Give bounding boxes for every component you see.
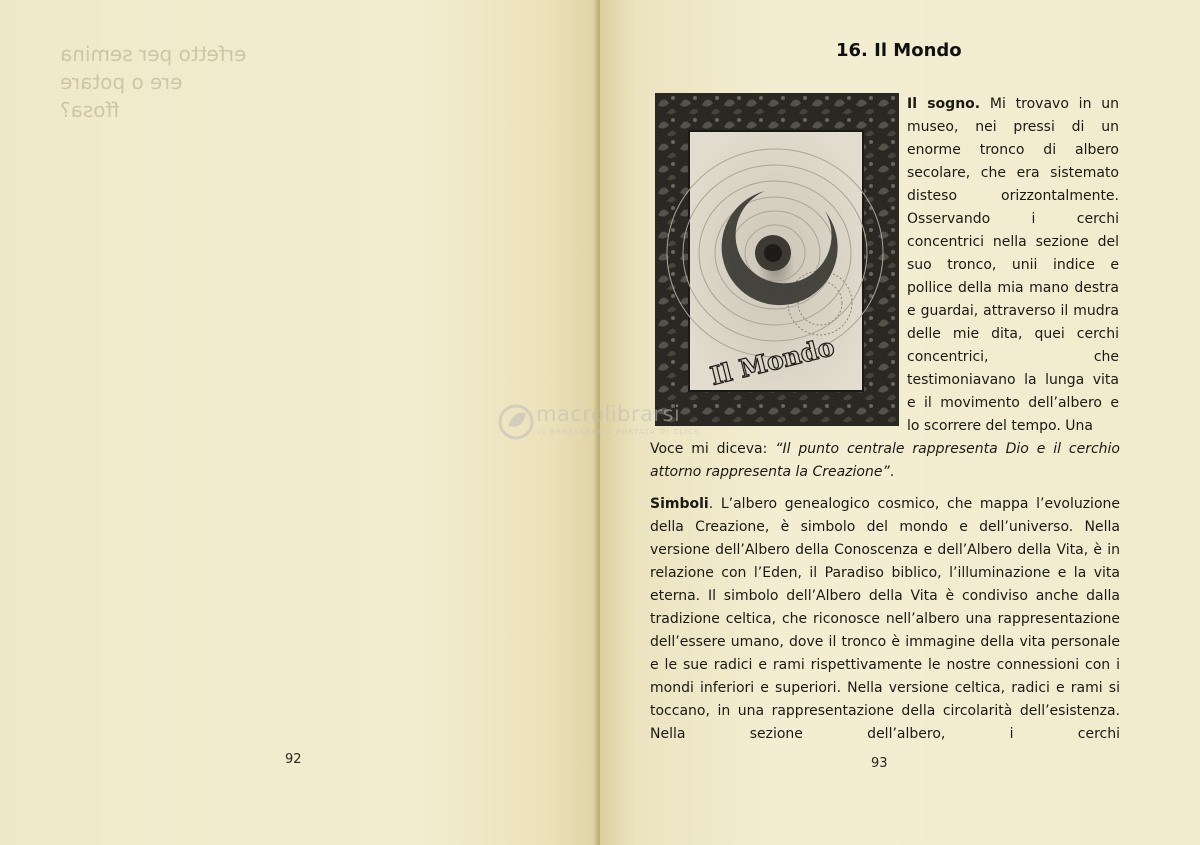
dream-tail-end: . [889, 464, 895, 480]
tarot-card-illustration [655, 93, 899, 426]
leaf-logo-icon [498, 404, 534, 440]
symbols-lead: Simboli [650, 496, 709, 512]
dream-text: Mi trovavo in un museo, nei pressi di un enorme tronco di albero secolare, che era sistemato disteso orizzontalmente. Osservando i cerchi concentrici nella sezione del suo tronco, unii indice e pollice della mia mano destra e guardai, attraverso il mudra delle mie dita, quei cerchi concentrici, che testimoniavano la lunga vita e il movimento dell’albero e lo scorrere del tempo. Una [907, 96, 1119, 434]
card-caption: Il Mondo [707, 332, 838, 391]
dream-paragraph-tail [650, 438, 1120, 484]
dream-paragraph [907, 93, 1119, 438]
page-number-left: 92 [285, 752, 302, 767]
page-number-right: 93 [871, 756, 888, 771]
dream-lead: Il sogno. [907, 96, 981, 112]
watermark-brand: macrolibrarsi [536, 402, 681, 426]
watermark [498, 402, 738, 442]
chapter-title: 16. Il Mondo [836, 40, 962, 61]
bleed-line: ere o potare [60, 70, 183, 94]
bleed-through-text [60, 40, 360, 124]
dream-tail-text: Voce mi diceva: [650, 441, 776, 457]
bleed-line: ffosa? [60, 98, 120, 122]
dream-quote: “Il punto centrale rappresenta Dio e il cerchio attorno rappresenta la Creazione” [650, 441, 1120, 480]
symbols-text: . L’albero genealogico cosmico, che mappa l’evoluzione della Creazione, è simbolo del mondo e dell’universo. Nella versione dell’Albero della Conoscenza e dell’Albero della Vita, è in relazione con l’Eden, il Paradiso biblico, l’illuminazione e la vita eterna. Il simbolo dell’Albero della Vita è condiviso anche dalla tradizione celtica, che riconosce nell’albero una rappresentazione dell’essere umano, dove il tronco è immagine della vita personale e le sue radici e rami rispettivamente le nostre connessioni con i mondi inferiori e superiori. Nella versione celtica, radici e rami si toccano, in una rappresentazione della circolarità dell’esistenza. Nella sezione dell’albero, i cerchi [650, 496, 1120, 742]
watermark-tagline: IL BENESSERE A PORTATA DI CLICK [538, 428, 701, 436]
symbols-paragraph [650, 493, 1120, 746]
bleed-line: erfetto per semina [60, 42, 247, 66]
